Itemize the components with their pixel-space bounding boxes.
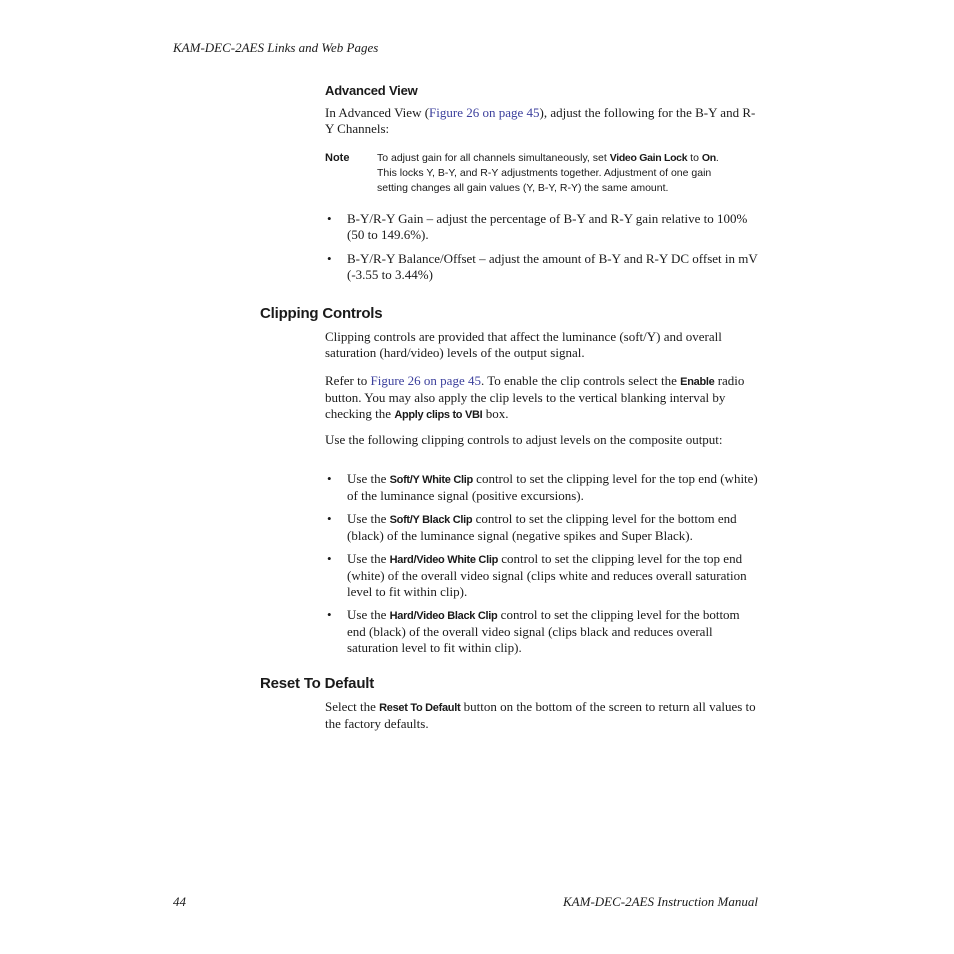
bullet-glyph: • <box>327 511 332 526</box>
keyword-enable: Enable <box>680 376 715 388</box>
paragraph-text: Select the <box>325 699 380 714</box>
list-item-text: Use the <box>347 607 390 622</box>
advanced-view-intro <box>325 105 760 137</box>
intro-text-after: ), adjust the following for the B-Y and R-Y Channels: <box>325 105 756 136</box>
figure-26-link[interactable]: Figure 26 on page 45 <box>429 105 540 120</box>
reset-paragraph <box>325 699 760 732</box>
bullet-glyph: • <box>327 251 332 266</box>
keyword-hard-video-black-clip: Hard/Video Black Clip <box>389 610 498 622</box>
list-item-text: B-Y/R-Y Balance/Offset – adjust the amount of B-Y and R-Y DC offset in mV (-3.55 to 3.44%) <box>347 251 758 282</box>
list-item-text: control to set the clipping level for the bottom end (black) of the luminance signal (negative spikes and Super Black). <box>347 511 737 543</box>
keyword-apply-clips-to-vbi: Apply clips to VBI <box>394 409 483 421</box>
list-item <box>325 471 760 504</box>
paragraph-text: . To enable the clip controls select the <box>480 373 681 388</box>
keyword-hard-video-white-clip: Hard/Video White Clip <box>389 554 499 566</box>
advanced-view-bullets <box>325 211 760 283</box>
keyword-reset-to-default: Reset To Default <box>379 702 461 714</box>
figure-26-link[interactable]: Figure 26 on page 45 <box>370 373 481 388</box>
clipping-controls-heading: Clipping Controls <box>260 305 383 322</box>
list-item-text: control to set the clipping level for the bottom end (black) of the overall video signal (clips black and reduces overall saturation level to fit within clip). <box>347 607 740 655</box>
list-item-text: Use the <box>347 551 390 566</box>
keyword-soft-y-white-clip: Soft/Y White Clip <box>389 474 473 486</box>
list-item-text: Use the <box>347 511 390 526</box>
paragraph-text: button on the bottom of the screen to return all values to the factory defaults. <box>325 699 756 731</box>
note-text-part: to <box>687 152 702 164</box>
running-header: KAM-DEC-2AES Links and Web Pages <box>173 40 379 55</box>
bullet-glyph: • <box>327 607 332 622</box>
note-label: Note <box>325 152 350 164</box>
keyword-soft-y-black-clip: Soft/Y Black Clip <box>389 514 473 526</box>
list-item-text: B-Y/R-Y Gain – adjust the percentage of B-Y and R-Y gain relative to 100% (50 to 149.6%). <box>347 211 748 242</box>
list-item-text: control to set the clipping level for the top end (white) of the luminance signal (positive excursions). <box>347 471 758 503</box>
note-text-part: To adjust gain for all channels simultaneously, set <box>377 152 610 164</box>
note-keyword-on: On <box>701 152 716 164</box>
list-item <box>325 511 760 544</box>
paragraph-text: radio button. You may also apply the clip levels to the vertical blanking interval by checking the <box>325 373 745 421</box>
page-number: 44 <box>173 894 186 909</box>
intro-text-before: In Advanced View ( <box>325 105 430 120</box>
manual-title-footer: KAM-DEC-2AES Instruction Manual <box>563 894 758 909</box>
bullet-glyph: • <box>327 471 332 486</box>
note-keyword-video-gain-lock: Video Gain Lock <box>609 152 688 164</box>
list-item-text: Use the <box>347 471 390 486</box>
bullet-glyph: • <box>327 211 332 226</box>
clipping-paragraph-2 <box>325 373 760 423</box>
note-text-part: . This locks Y, B-Y, and R-Y adjustments together. Adjustment of one gain setting changes all gain values (Y, B-Y, R-Y) the same amount. <box>377 152 719 194</box>
paragraph-text: Refer to <box>325 373 371 388</box>
clipping-paragraph-3: Use the following clipping controls to adjust levels on the composite output: <box>325 432 723 447</box>
list-item <box>325 607 760 656</box>
list-item <box>325 251 760 283</box>
list-item <box>325 211 760 243</box>
clipping-bullets <box>325 471 760 656</box>
note-text <box>377 151 737 196</box>
clipping-paragraph-1: Clipping controls are provided that affect the luminance (soft/Y) and overall saturation (hard/video) levels of the output signal. <box>325 329 722 360</box>
list-item <box>325 551 760 600</box>
paragraph-text: box. <box>482 406 509 421</box>
reset-to-default-heading: Reset To Default <box>260 675 375 692</box>
list-item-text: control to set the clipping level for the top end (white) of the overall video signal (clips white and reduces overall saturation level to fit within clip). <box>347 551 747 599</box>
advanced-view-heading: Advanced View <box>325 83 418 98</box>
bullet-glyph: • <box>327 551 332 566</box>
